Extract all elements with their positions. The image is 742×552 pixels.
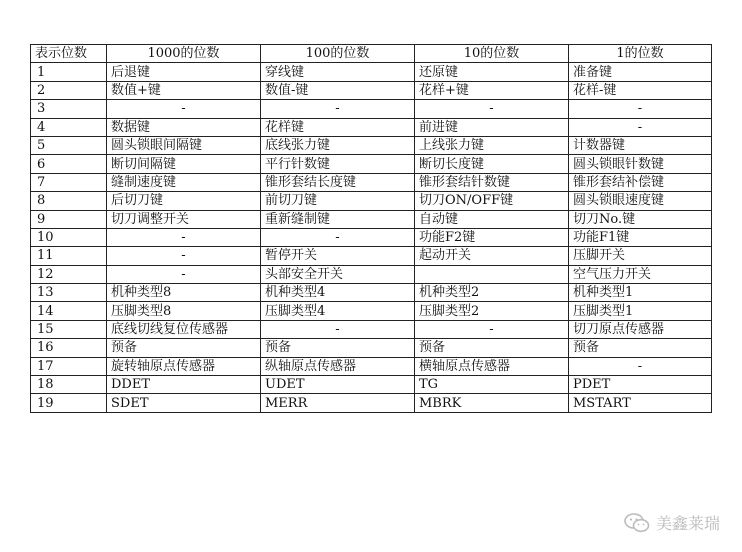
table-cell: -: [569, 100, 712, 118]
table-cell: 压脚开关: [569, 247, 712, 265]
table-row: [31, 394, 712, 412]
table-cell: MERR: [261, 394, 415, 412]
table-cell: 数据键: [107, 118, 261, 136]
row-index-cell: 19: [31, 394, 107, 412]
wechat-icon: [624, 513, 650, 533]
table-body: [31, 63, 712, 412]
table-cell: 预备: [107, 339, 261, 357]
table-cell: 切刀No.键: [569, 210, 712, 228]
table-cell: -: [107, 100, 261, 118]
table-row: [31, 118, 712, 136]
table-cell: 断切间隔键: [107, 155, 261, 173]
table-cell: 起动开关: [415, 247, 569, 265]
table-cell: 数值+键: [107, 81, 261, 99]
row-index-cell: 8: [31, 192, 107, 210]
watermark: [624, 511, 720, 534]
table-row: [31, 228, 712, 246]
row-index-cell: 3: [31, 100, 107, 118]
header-thousands-digit: 1000的位数: [107, 45, 261, 63]
row-index-cell: 4: [31, 118, 107, 136]
table-cell: 锥形套结补偿键: [569, 173, 712, 191]
table-cell: 穿线键: [261, 63, 415, 81]
header-ones-digit: 1的位数: [569, 45, 712, 63]
table-cell: 机种类型1: [569, 284, 712, 302]
table-row: [31, 210, 712, 228]
table-cell: PDET: [569, 376, 712, 394]
row-index-cell: 11: [31, 247, 107, 265]
table-cell: -: [415, 320, 569, 338]
table-cell: 纵轴原点传感器: [261, 357, 415, 375]
table-cell: 机种类型8: [107, 284, 261, 302]
table-cell: 压脚类型2: [415, 302, 569, 320]
row-index-cell: 2: [31, 81, 107, 99]
table-cell: -: [569, 357, 712, 375]
table-cell: 切刀ON/OFF键: [415, 192, 569, 210]
row-index-cell: 7: [31, 173, 107, 191]
table-cell: 机种类型2: [415, 284, 569, 302]
table-row: [31, 63, 712, 81]
table-cell: 预备: [261, 339, 415, 357]
table-row: [31, 265, 712, 283]
watermark-text: 美鑫莱瑞: [655, 514, 720, 533]
table-row: [31, 302, 712, 320]
row-index-cell: 18: [31, 376, 107, 394]
table-cell: 平行针数键: [261, 155, 415, 173]
table-cell: 计数器键: [569, 136, 712, 154]
table-cell: -: [107, 265, 261, 283]
table-cell: 切刀调整开关: [107, 210, 261, 228]
table-row: [31, 81, 712, 99]
row-index-cell: 16: [31, 339, 107, 357]
table-cell: 圆头锁眼针数键: [569, 155, 712, 173]
table-cell: -: [261, 320, 415, 338]
table-header-row: [31, 45, 712, 63]
table-row: [31, 173, 712, 191]
table-cell: 空气压力开关: [569, 265, 712, 283]
table-cell: 机种类型4: [261, 284, 415, 302]
table-row: [31, 247, 712, 265]
row-index-cell: 15: [31, 320, 107, 338]
table-cell: 暂停开关: [261, 247, 415, 265]
table-cell: 旋转轴原点传感器: [107, 357, 261, 375]
table-cell: TG: [415, 376, 569, 394]
table-cell: 上线张力键: [415, 136, 569, 154]
table-cell: UDET: [261, 376, 415, 394]
table-cell: SDET: [107, 394, 261, 412]
table-cell: 前切刀键: [261, 192, 415, 210]
table-cell: -: [261, 228, 415, 246]
table-cell: 缝制速度键: [107, 173, 261, 191]
table-row: [31, 357, 712, 375]
row-index-cell: 12: [31, 265, 107, 283]
header-display-digit: 表示位数: [31, 45, 107, 63]
table-cell: 锥形套结长度键: [261, 173, 415, 191]
table-cell: 准备键: [569, 63, 712, 81]
table-cell: 切刀原点传感器: [569, 320, 712, 338]
row-index-cell: 10: [31, 228, 107, 246]
table-cell: 压脚类型1: [569, 302, 712, 320]
key-mapping-table: [30, 44, 712, 413]
row-index-cell: 5: [31, 136, 107, 154]
table-cell: 后切刀键: [107, 192, 261, 210]
row-index-cell: 13: [31, 284, 107, 302]
row-index-cell: 6: [31, 155, 107, 173]
header-tens-digit: 10的位数: [415, 45, 569, 63]
table-cell: 底线切线复位传感器: [107, 320, 261, 338]
table-row: [31, 284, 712, 302]
row-index-cell: 14: [31, 302, 107, 320]
table-cell: 重新缝制键: [261, 210, 415, 228]
table-cell: 功能F2键: [415, 228, 569, 246]
table-cell: 断切长度键: [415, 155, 569, 173]
table-cell: 花样-键: [569, 81, 712, 99]
table-row: [31, 100, 712, 118]
table-row: [31, 192, 712, 210]
table-cell: [415, 265, 569, 283]
table-cell: 功能F1键: [569, 228, 712, 246]
table-cell: 预备: [569, 339, 712, 357]
table-cell: DDET: [107, 376, 261, 394]
table-cell: 花样+键: [415, 81, 569, 99]
table-cell: 底线张力键: [261, 136, 415, 154]
table-row: [31, 320, 712, 338]
table-row: [31, 136, 712, 154]
table-cell: -: [569, 118, 712, 136]
table-cell: 横轴原点传感器: [415, 357, 569, 375]
table-cell: 压脚类型4: [261, 302, 415, 320]
table-cell: 花样键: [261, 118, 415, 136]
table-row: [31, 155, 712, 173]
row-index-cell: 1: [31, 63, 107, 81]
table-cell: -: [415, 100, 569, 118]
table-row: [31, 339, 712, 357]
row-index-cell: 9: [31, 210, 107, 228]
table-cell: 数值-键: [261, 81, 415, 99]
table-cell: -: [107, 247, 261, 265]
table-cell: 压脚类型8: [107, 302, 261, 320]
table-cell: MBRK: [415, 394, 569, 412]
row-index-cell: 17: [31, 357, 107, 375]
table-cell: 还原键: [415, 63, 569, 81]
table-cell: 圆头锁眼速度键: [569, 192, 712, 210]
table-cell: MSTART: [569, 394, 712, 412]
table-row: [31, 376, 712, 394]
table-cell: 预备: [415, 339, 569, 357]
table-cell: 锥形套结针数键: [415, 173, 569, 191]
table-cell: 后退键: [107, 63, 261, 81]
header-hundreds-digit: 100的位数: [261, 45, 415, 63]
table-cell: -: [107, 228, 261, 246]
table-cell: -: [261, 100, 415, 118]
table-cell: 前进键: [415, 118, 569, 136]
table-cell: 自动键: [415, 210, 569, 228]
table-cell: 圆头锁眼间隔键: [107, 136, 261, 154]
table-cell: 头部安全开关: [261, 265, 415, 283]
